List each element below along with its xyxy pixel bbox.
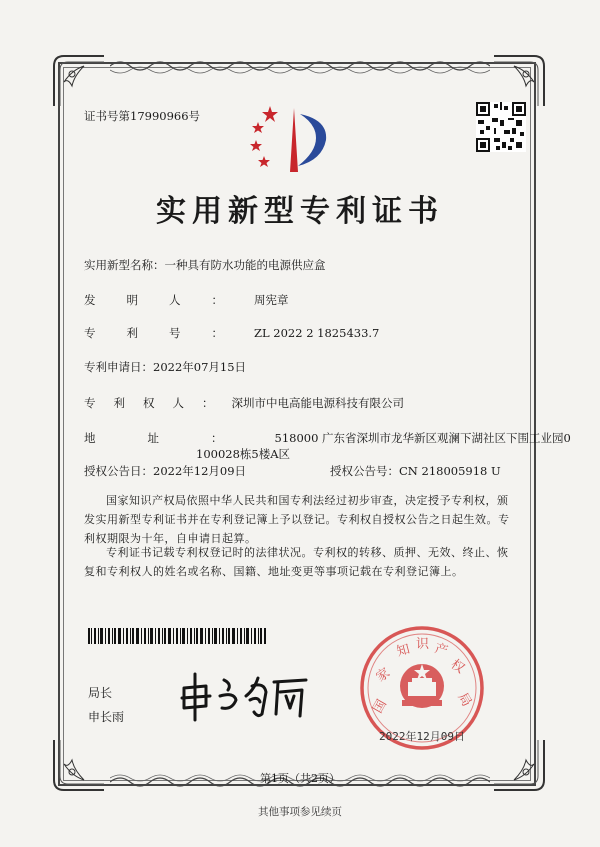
announcement-date-value: 2022年12月09日: [153, 464, 247, 478]
announcement-number-label: 授权公告号：: [330, 464, 399, 478]
patentee-label: 专利权人：: [84, 396, 232, 410]
patent-number-value: ZL 2022 2 1825433.7: [254, 326, 380, 340]
address-line-1: 518000 广东省深圳市龙华新区观澜下湖社区下围工业园0: [274, 431, 571, 445]
qr-code-icon: [476, 102, 526, 152]
svg-text:国: 国: [370, 697, 390, 716]
patentee-value: 深圳市中电高能电源科技有限公司: [231, 396, 404, 410]
director-title: 局长: [88, 686, 113, 700]
address-row: [84, 430, 571, 446]
cnipa-logo-icon: [250, 102, 332, 174]
utility-model-name-value: 一种具有防水功能的电源供应盒: [164, 258, 326, 272]
seal-date: 2022年12月09日: [379, 730, 465, 743]
announcement-number-row: [330, 463, 501, 479]
filing-date-value: 2022年07月15日: [153, 360, 247, 374]
svg-text:局: 局: [454, 690, 475, 710]
announcement-date-row: [84, 463, 246, 479]
patent-number-row: [84, 325, 379, 341]
page-indicator: 第1页（共2页）: [260, 772, 340, 785]
patentee-row: [84, 395, 404, 411]
inventor-value: 周宪章: [254, 293, 289, 307]
official-seal-icon: [358, 624, 486, 752]
svg-text:家: 家: [373, 665, 393, 686]
inventor-label: 发明人：: [84, 293, 254, 307]
certificate-number: 证书号第17990966号: [84, 109, 201, 123]
svg-text:知: 知: [395, 642, 412, 660]
announcement-number-value: CN 218005918 U: [399, 464, 501, 478]
filing-date-label: 专利申请日：: [84, 360, 153, 374]
patent-number-label: 专利号：: [84, 326, 254, 340]
grant-statement-paragraph: 国家知识产权局依照中华人民共和国专利法经过初步审查，决定授予专利权，颁发实用新型专利证书并在专利登记簿上予以登记。专利权自授权公告之日起生效。专利权期限为十年，自申请日起算。: [84, 494, 510, 545]
svg-text:产: 产: [432, 641, 450, 660]
see-continuation-note: 其他事项参见续页: [258, 806, 342, 818]
filing-date-row: [84, 359, 246, 375]
svg-text:权: 权: [447, 656, 467, 677]
utility-model-name-label: 实用新型名称：: [84, 258, 165, 272]
announcement-date-label: 授权公告日：: [84, 464, 153, 478]
inventor-row: [84, 292, 289, 308]
address-label: 地址：: [84, 431, 275, 445]
director-name: 申长雨: [88, 710, 125, 724]
top-frieze-ornament-icon: [110, 56, 490, 76]
utility-model-name-row: [84, 257, 326, 273]
legal-status-paragraph: 专利证书记载专利权登记时的法律状况。专利权的转移、质押、无效、终止、恢复和专利权人的姓名或名称、国籍、地址变更等事项记载在专利登记簿上。: [84, 546, 509, 578]
corner-ornament-icon: [50, 52, 108, 110]
svg-text:识: 识: [416, 637, 430, 652]
handwritten-signature-icon: [176, 666, 312, 722]
certificate-title: 实用新型专利证书: [156, 194, 444, 229]
barcode-icon: [88, 628, 266, 644]
address-line-2: 100028栋5楼A区: [196, 447, 291, 461]
